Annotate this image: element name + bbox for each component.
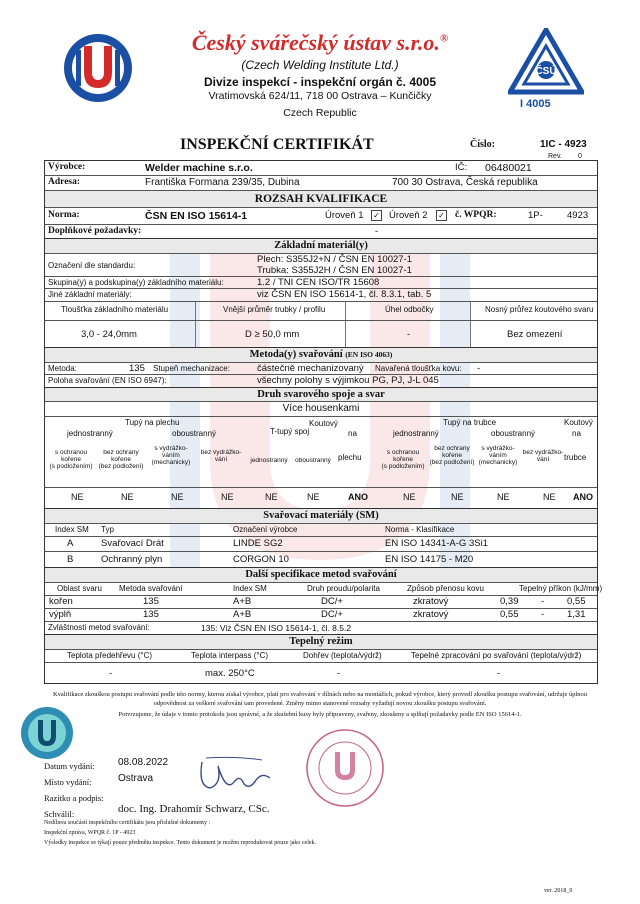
level1-label: Úroveň 1	[325, 210, 364, 221]
misto-value: Ostrava	[118, 773, 154, 784]
cons-h-type: Typ	[101, 525, 114, 534]
heat-h-pwht: Tepelné zpracování po svařování (teplota/výdrž)	[411, 651, 582, 660]
schvalil-label: Schválil:	[44, 809, 75, 819]
joint-header-block	[45, 417, 597, 488]
spec-header	[45, 583, 603, 596]
trubka-value: Trubka: S355J2H / ČSN EN 10027-1	[257, 265, 412, 276]
poloha-label: Poloha svařování (EN ISO 6947):	[48, 376, 167, 385]
standard-row	[45, 254, 597, 277]
plate-one-sided: jednostranný	[67, 429, 113, 438]
spec-current: DC/+	[321, 596, 343, 607]
vyrobce-row	[45, 161, 597, 176]
joint-values-row	[45, 488, 597, 509]
hologram-icon	[20, 706, 74, 760]
stupen-value: částečně mechanizovaný	[257, 363, 364, 374]
consumables-title: Svařovací materiály (SM)	[45, 509, 597, 524]
signature	[196, 752, 276, 798]
norma-label: Norma:	[48, 210, 80, 220]
notes	[50, 690, 590, 719]
cons-h-maker: Označení výrobce	[233, 525, 298, 534]
fillet-tube-3: trubce	[564, 453, 587, 462]
cons-index: A	[67, 538, 74, 549]
joint-value-cell: NE	[221, 492, 234, 502]
angle-value: -	[407, 329, 411, 340]
note-line: odpovědnost za veškeré svařování tam provedené. Změny mimo stanovené rozsahy vyžadují novou zkoušku postupu svařování.	[153, 700, 487, 707]
fillet-tube-1: Koutový	[564, 418, 593, 427]
tube-nobacking: bez ochrany kořene (bez podložení)	[429, 445, 475, 466]
cons-type: Svařovací Drát	[101, 538, 164, 549]
spec-h-index: Index SM	[233, 584, 267, 593]
group-row	[45, 277, 597, 289]
joint-value-cell: NE	[497, 492, 510, 502]
doplnkove-value: -	[375, 226, 379, 237]
plate-group-label: Tupý na plechu	[125, 418, 180, 427]
cons-row-b	[45, 552, 597, 568]
spec-current: DC/+	[321, 609, 343, 620]
result-note: Výsledky inspekce se týkají pouze předmětu inspekce. Tento dokument je možno reprodukovat pouze jako celek.	[44, 840, 317, 846]
plate-nobacking: bez ochrany kořene (bez podložení)	[98, 449, 144, 470]
schvalil-value: doc. Ing. Drahomír Schwarz, CSc.	[118, 803, 270, 815]
badge-number: I 4005	[520, 98, 551, 110]
company-name: Český svářečský ústav s.r.o.®	[191, 30, 449, 55]
spec-method: 135	[143, 609, 159, 620]
spec-h-heat: Tepelný příkon (kJ/mm)	[519, 584, 603, 593]
special-value: 135: Viz ČSN EN ISO 15614-1, čl. 8.5.2	[201, 623, 352, 633]
fillet-plate-2: na	[348, 429, 357, 438]
group-value: 1.2 / TNI CEN ISO/TR 15608	[257, 277, 380, 288]
plate-nogouge: bez vydrážko-vání	[200, 449, 242, 463]
joint-value-cell: NE	[121, 492, 134, 502]
navar-label: Navařená tloušťka kovu:	[375, 364, 462, 373]
tube-backing: s ochranou kořene (s podložením)	[381, 449, 425, 470]
certificate-title: INSPEKČNÍ CERTIFIKÁT	[180, 136, 374, 153]
docs-label: Nedílnou součástí inspekčního certifikátu jsou příslušné dokumenty :	[44, 820, 211, 826]
metoda-value: 135	[129, 363, 145, 374]
plate-gouge: s vydrážko-váním (mechanicky)	[151, 445, 191, 466]
adresa-row	[45, 176, 597, 191]
fillet-plate-1: Koutový	[309, 419, 338, 428]
cons-maker: CORGON 10	[233, 554, 289, 565]
tube-group-label: Tupý na trubce	[443, 418, 497, 427]
spec-heat-dash: -	[541, 609, 545, 620]
spec-heat-min: 0,39	[500, 596, 519, 607]
spec-method: 135	[143, 596, 159, 607]
consumables-header	[45, 524, 597, 537]
cons-norm: EN ISO 14175 - M20	[385, 554, 474, 565]
note-line: Potvrzujeme, že údaje v tomto protokolu jsou správné, a že zkušební kusy byly připraveny, svařeny, zkoušeny a splňují požadavky podle EN ISO 15614-1.	[118, 711, 522, 718]
cislo-label: Číslo:	[470, 139, 495, 150]
spec-heat-max: 0,55	[567, 596, 586, 607]
tube-two-sided: oboustranný	[491, 429, 536, 438]
joint-value-cell: NE	[265, 492, 278, 502]
level1-checkbox: ✓	[371, 210, 382, 221]
standard-label: Označení dle standardu:	[48, 261, 136, 270]
plate-two-sided: oboustranný	[172, 429, 217, 438]
t-two: oboustranný	[295, 457, 331, 464]
diam-value: D ≥ 50,0 mm	[245, 329, 300, 340]
adresa-value: Františka Formana 239/35, Dubina	[145, 177, 300, 188]
csu-logo-icon	[62, 32, 134, 104]
joint-value-cell: ANO	[348, 492, 368, 502]
spec-index: A+B	[233, 609, 252, 620]
base-values-row	[45, 321, 597, 348]
other-label: Jiné základní materiály:	[48, 290, 132, 299]
razitko-label: Razítko a podpis:	[44, 793, 104, 803]
address: Vratimovská 624/11, 718 00 Ostrava – Kunčičky	[208, 90, 432, 102]
spec-h-transfer: Způsob přenosu kovu	[407, 584, 484, 593]
cons-row-a	[45, 537, 597, 552]
heat-title: Tepelný režim	[45, 635, 597, 650]
spec-index: A+B	[233, 596, 252, 607]
joint-value-cell: NE	[543, 492, 556, 502]
cons-index: B	[67, 554, 74, 565]
fillet-header: Nosný průřez koutového svaru	[485, 305, 594, 314]
plate-backing: s ochranou kořene (s podložením)	[49, 449, 93, 470]
svg-text:ČSÚ: ČSÚ	[535, 66, 557, 77]
heat-header	[45, 650, 597, 663]
cons-h-index: Index SM	[55, 525, 89, 534]
division: Divize inspekcí - inspekční orgán č. 4005	[203, 75, 437, 89]
doplnkove-row	[45, 225, 597, 239]
misto-label: Místo vydání:	[44, 777, 92, 787]
footer-labels	[44, 758, 104, 822]
spec-heat-max: 1,31	[567, 609, 586, 620]
heat-values	[45, 663, 597, 683]
norma-row	[45, 208, 597, 225]
other-value: viz ČSN EN ISO 15614-1, čl. 8.3.1, tab. 5	[257, 289, 432, 300]
vyrobce-label: Výrobce:	[48, 162, 86, 172]
inspection-body-badge-icon	[508, 28, 584, 98]
spec-zone: kořen	[49, 596, 73, 607]
adresa-label: Adresa:	[48, 177, 81, 187]
tube-one-sided: jednostranný	[393, 429, 439, 438]
special-label: Zvláštnosti metod svařování:	[48, 623, 150, 632]
angle-header: Úhel odbočky	[385, 305, 434, 314]
datum-label: Datum vydání:	[44, 761, 95, 771]
wpqr-label: č. WPQR:	[455, 210, 497, 220]
certificate-table	[44, 160, 603, 684]
tube-gouge: s vydrážko-váním (mechanicky)	[478, 445, 518, 466]
layers-row: Více housenkami	[45, 402, 597, 417]
diam-header: Vnější průměr trubky / profilu	[223, 305, 326, 314]
poloha-row	[45, 375, 597, 388]
level2-label: Úroveň 2	[389, 210, 428, 221]
thick-value: 3,0 - 24,0mm	[81, 329, 137, 340]
poloha-value: všechny polohy s výjimkou PG, PJ, J-L 045	[257, 375, 439, 386]
docs-value: Inspekční zpráva, WPQR č. 1P - 4923	[44, 830, 136, 836]
cons-h-norm: Norma - Klasifikace	[385, 525, 455, 534]
fillet-value: Bez omezení	[507, 329, 563, 340]
fillet-plate-3: plechu	[338, 453, 362, 462]
joint-value-cell: NE	[71, 492, 84, 502]
other-row	[45, 289, 597, 302]
t-one: jednostranný	[250, 457, 288, 464]
heat-inter: max. 250°C	[205, 668, 255, 679]
spec-transfer: zkratový	[413, 596, 449, 607]
vyrobce-value: Welder machine s.r.o.	[145, 162, 253, 174]
cons-type: Ochranný plyn	[101, 554, 163, 565]
tube-nogouge: bez vydrážko-vání	[522, 449, 564, 463]
note-line: Kvalifikace zkouškou postupu svařování podle této normy, kterou získal výrobce, platí pro svařování v dílnách nebo na montážích, pokud výrobce, který provedl zkoušku postupu svařování, udržuje úplnou	[52, 691, 588, 698]
heat-h-inter: Teplota interpass (°C)	[191, 651, 269, 660]
special-row	[45, 622, 597, 635]
heat-h-post: Dohřev (teplota/výdrž)	[303, 651, 382, 660]
rev-number: 0	[578, 153, 582, 160]
city-value: 700 30 Ostrava, Česká republika	[392, 177, 538, 188]
cons-maker: LINDE SG2	[233, 538, 283, 549]
joint-value-cell: NE	[307, 492, 320, 502]
plech-value: Plech: S355J2+N / ČSN EN 10027-1	[257, 254, 412, 265]
base-header-row	[45, 302, 597, 321]
company-english: (Czech Welding Institute Ltd.)	[241, 58, 399, 72]
spec-zone: výplň	[49, 609, 72, 620]
spec-h-zone: Oblast svaru	[57, 584, 102, 593]
doplnkove-label: Doplňkové požadavky:	[48, 226, 142, 236]
thick-header: Tloušťka základního materiálu	[61, 305, 169, 314]
norma-value: ČSN EN ISO 15614-1	[145, 210, 248, 222]
wpqr-prefix: 1P-	[528, 210, 543, 221]
version: ver. 2018_0	[544, 888, 573, 894]
metoda-label: Metoda:	[48, 364, 77, 373]
spec-h-method: Metoda svařování	[119, 584, 183, 593]
joint-value-cell: ANO	[573, 492, 593, 502]
stupen-label: Stupeň mechanizace:	[153, 364, 230, 373]
stamp	[305, 728, 385, 808]
method-title: Metoda(y) svařování (EN ISO 4063)	[45, 348, 597, 363]
joint-value-cell: NE	[451, 492, 464, 502]
group-label: Skupina(y) a podskupina(y) základního materiálu:	[48, 278, 224, 287]
ic-value: 06480021	[485, 162, 532, 174]
level2-checkbox: ✓	[436, 210, 447, 221]
spec-h-current: Druh proudu/polarita	[307, 584, 380, 593]
joint-value-cell: NE	[171, 492, 184, 502]
joint-value-cell: NE	[403, 492, 416, 502]
heat-pwht: -	[497, 668, 501, 679]
rev-label: Rev.	[548, 153, 562, 160]
heat-pre: -	[109, 668, 113, 679]
cons-norm: EN ISO 14341-A-G 3Si1	[385, 538, 488, 549]
spec-row	[45, 596, 597, 609]
spec-transfer: zkratový	[413, 609, 449, 620]
spec-heat-dash: -	[541, 596, 545, 607]
wpqr-value: 4923	[567, 210, 589, 221]
joint-title: Druh svarového spoje a svar	[45, 388, 597, 402]
scope-title: ROZSAH KVALIFIKACE	[45, 191, 597, 208]
navar-value: -	[477, 363, 481, 374]
ic-label: IČ:	[455, 162, 468, 173]
heat-post: -	[337, 668, 341, 679]
metoda-row	[45, 363, 597, 375]
country: Czech Republic	[283, 107, 357, 119]
datum-value: 08.08.2022	[118, 757, 169, 768]
certificate-number: 1IC - 4923	[540, 139, 587, 150]
base-title: Základní materiál(y)	[45, 239, 597, 254]
spec-title: Další specifikace metod svařování	[45, 568, 597, 583]
t-joint-label: T-tupý spoj	[270, 427, 310, 436]
spec-row	[45, 609, 597, 622]
heat-h-pre: Teplota předehřevu (°C)	[67, 651, 153, 660]
fillet-tube-2: na	[572, 429, 581, 438]
spec-heat-min: 0,55	[500, 609, 519, 620]
